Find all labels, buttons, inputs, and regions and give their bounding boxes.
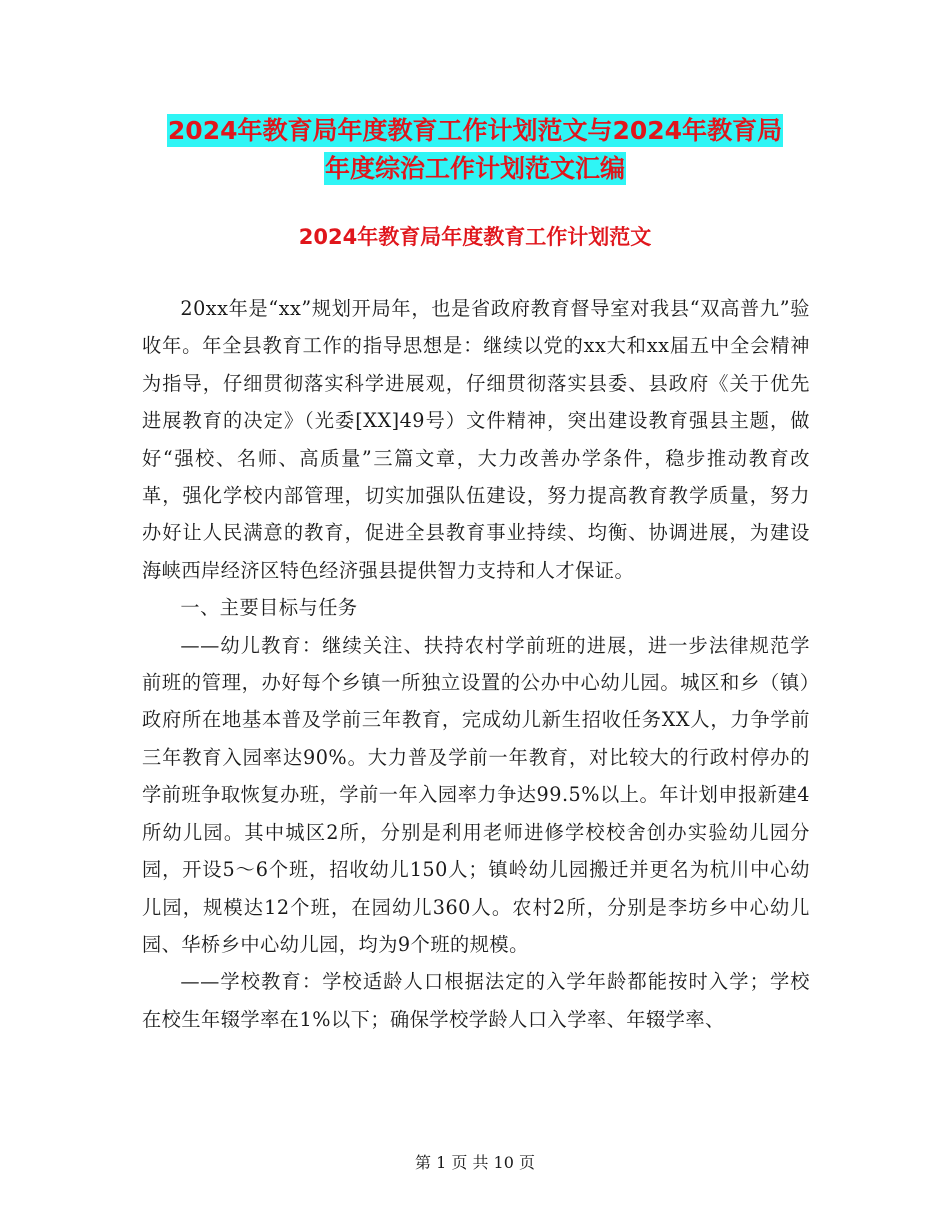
paragraph-heading-goals: 一、主要目标与任务 [180, 596, 358, 620]
section-title: 2024年教育局年度教育工作计划范文 [298, 225, 652, 249]
document-body [142, 290, 810, 1038]
document-title-line-1: 2024年教育局年度教育工作计划范文与2024年教育局 [167, 116, 783, 145]
document-title-line-2: 年度综治工作计划范文汇编 [324, 154, 625, 183]
page-footer: 第 1 页 共 10 页 [415, 1153, 535, 1172]
document-title [140, 112, 810, 188]
paragraph-school: ——学校教育：学校适龄人口根据法定的入学年龄都能按时入学；学校在校生年辍学率在1%以下；确保学校学龄人口入学率、年辍学率、 [142, 970, 810, 1031]
paragraph-intro: 20xx年是“xx”规划开局年，也是省政府教育督导室对我县“双高普九”验收年。年全县教育工作的指导思想是：继续以党的xx大和xx届五中全会精神为指导，仔细贯彻落实科学进展观，仔细贯彻落实县委、县政府《关于优先进展教育的决定》（光委[XX]49号）文件精神，突出建设教育强县主题，做好“强校、名师、高质量”三篇文章，大力改善办学条件，稳步推动教育改革，强化学校内部管理，切实加强队伍建设，努力提高教育教学质量，努力办好让人民满意的教育，促进全县教育事业持续、均衡、协调进展，为建设海峡西岸经济区特色经济强县提供智力支持和人才保证。 [142, 297, 810, 582]
paragraph-preschool: ——幼儿教育：继续关注、扶持农村学前班的进展，进一步法律规范学前班的管理，办好每个乡镇一所独立设置的公办中心幼儿园。城区和乡（镇）政府所在地基本普及学前三年教育，完成幼儿新生招收任务XX人，力争学前三年教育入园率达90%。大力普及学前一年教育，对比较大的行政村停办的学前班争取恢复办班，学前一年入园率力争达99.5%以上。年计划申报新建4所幼儿园。其中城区2所，分别是利用老师进修学校校舍创办实验幼儿园分园，开设5～6个班，招收幼儿150人；镇岭幼儿园搬迁并更名为杭川中心幼儿园，规模达12个班，在园幼儿360人。农村2所，分别是李坊乡中心幼儿园、华桥乡中心幼儿园，均为9个班的规模。 [142, 633, 810, 956]
